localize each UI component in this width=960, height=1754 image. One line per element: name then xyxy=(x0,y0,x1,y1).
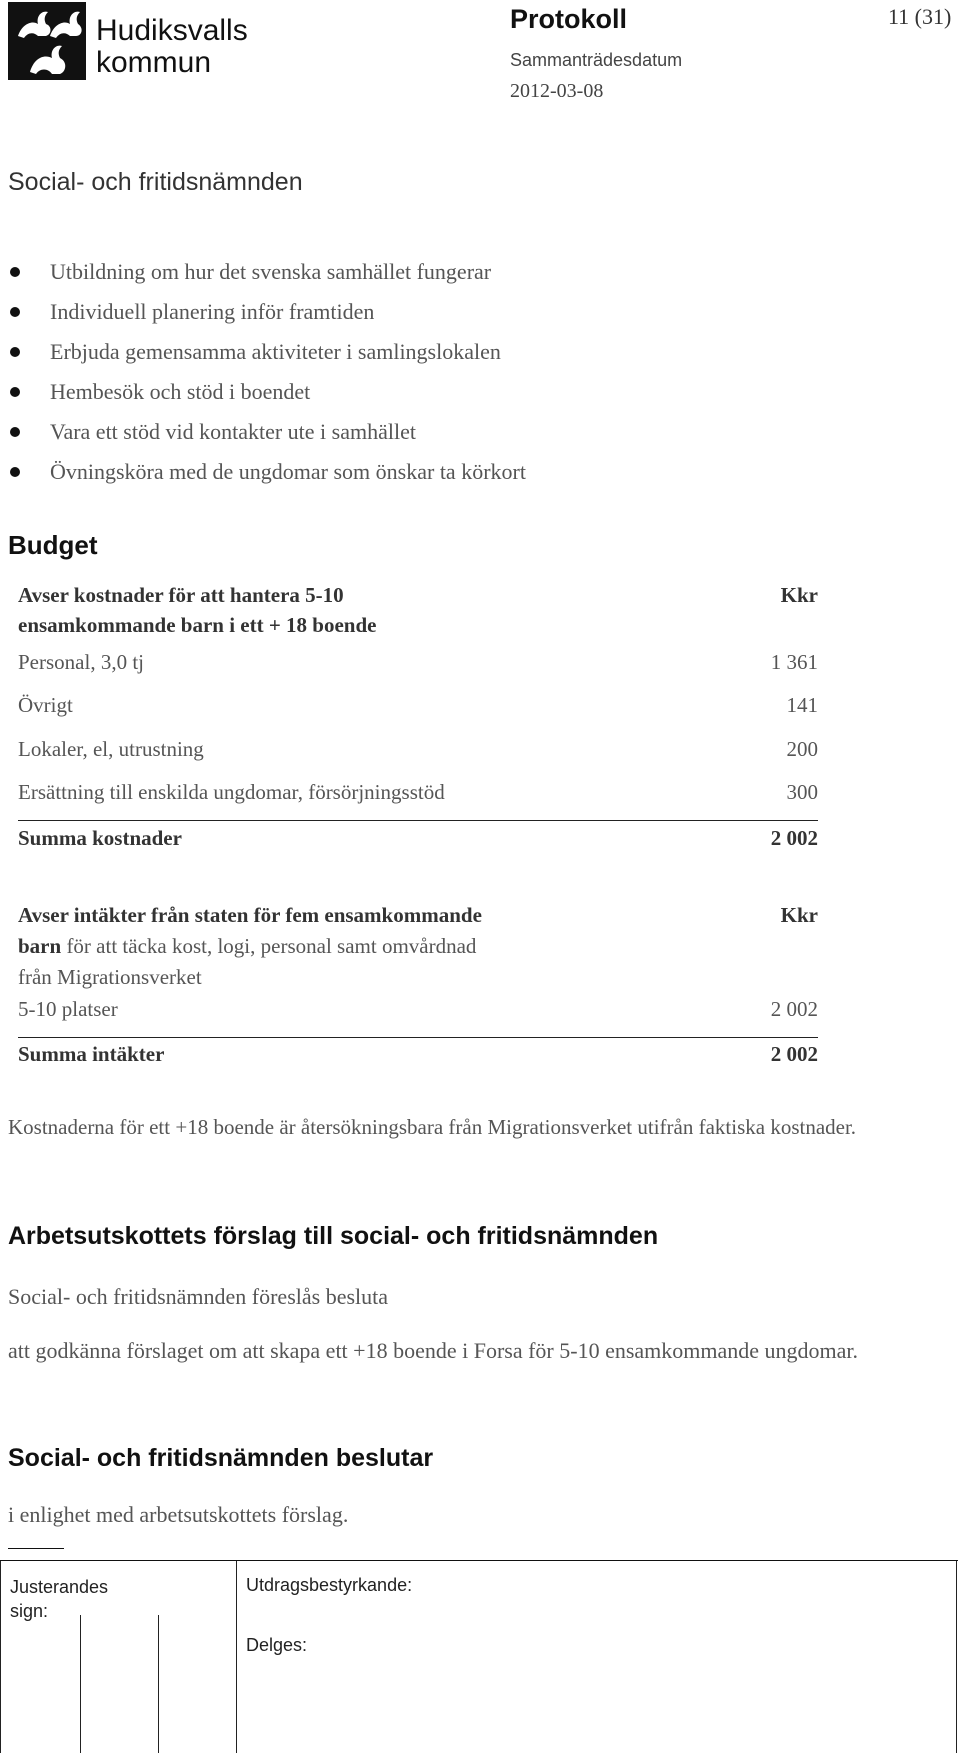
list-item: Utbildning om hur det svenska samhället fungerar xyxy=(8,252,908,292)
costs-header xyxy=(18,580,818,650)
budget-heading: Budget xyxy=(8,530,98,560)
meeting-date-label: Sammanträdesdatum xyxy=(510,50,683,70)
cost-label: Personal, 3,0 tj xyxy=(18,650,144,674)
proposal-text: att godkänna förslaget om att skapa ett +18 boende i Forsa för 5-10 ensamkommande ungdomar. xyxy=(8,1338,859,1363)
list-item: Övningsköra med de ungdomar som önskar ta körkort xyxy=(8,452,908,492)
cost-label: Övrigt xyxy=(18,693,73,717)
issued-to-label: Delges: xyxy=(246,1635,308,1655)
income-value: 2 002 xyxy=(770,997,818,1021)
cost-label: Ersättning till enskilda ungdomar, försörjningsstöd xyxy=(18,780,445,804)
decision-heading: Social- och fritidsnämnden beslutar xyxy=(8,1444,434,1472)
income-header-barn: barn xyxy=(18,934,62,958)
divider xyxy=(18,820,818,821)
meeting-date: 2012-03-08 xyxy=(510,80,604,102)
costs-unit: Kkr xyxy=(780,583,818,607)
income-header xyxy=(18,900,818,1000)
cost-total-row xyxy=(18,826,818,856)
divider xyxy=(80,1615,81,1753)
committee-title: Social- och fritidsnämnden xyxy=(8,168,303,196)
divider xyxy=(956,1561,957,1753)
document-type: Protokoll xyxy=(510,4,628,34)
sign-label: Justerandes sign: xyxy=(10,1577,109,1621)
logo-text-kommun: kommun xyxy=(96,46,212,79)
divider xyxy=(0,1561,1,1753)
table-row xyxy=(18,650,818,680)
table-row xyxy=(18,780,818,810)
extract-certified-label: Utdragsbestyrkande: xyxy=(246,1575,413,1595)
income-label: 5-10 platser xyxy=(18,997,118,1021)
footer-short-rule xyxy=(8,1548,64,1549)
divider xyxy=(18,1037,818,1038)
proposal-intro: Social- och fritidsnämnden föreslås besluta xyxy=(8,1284,389,1309)
summary-paragraph: Kostnaderna för ett +18 boende är återsökningsbara från Migrationsverket utifrån faktiska kostnader. xyxy=(8,1115,857,1139)
divider xyxy=(236,1561,237,1753)
list-item: Vara ett stöd vid kontakter ute i samhället xyxy=(8,412,908,452)
list-item: Erbjuda gemensamma aktiviteter i samlingslokalen xyxy=(8,332,908,372)
costs-header-line2: ensamkommande barn i ett + 18 boende xyxy=(18,613,377,637)
table-row xyxy=(18,737,818,767)
list-item: Individuell planering inför framtiden xyxy=(8,292,908,332)
cost-value: 200 xyxy=(786,737,818,761)
cost-value: 1 361 xyxy=(770,650,818,674)
decision-text: i enlighet med arbetsutskottets förslag. xyxy=(8,1502,349,1527)
logo-text-hudiksvalls: Hudiksvalls xyxy=(96,14,248,47)
list-item: Hembesök och stöd i boendet xyxy=(8,372,908,412)
income-total-row xyxy=(18,1042,818,1072)
cost-value: 141 xyxy=(786,693,818,717)
income-total-label: Summa intäkter xyxy=(18,1042,165,1066)
income-header-line3: från Migrationsverket xyxy=(18,965,202,989)
cost-total-label: Summa kostnader xyxy=(18,826,182,850)
cost-value: 300 xyxy=(786,780,818,804)
municipality-logo xyxy=(8,2,248,80)
goat-emblem-icon xyxy=(8,2,86,80)
table-row xyxy=(18,693,818,723)
signature-footer xyxy=(0,1560,958,1753)
divider xyxy=(158,1615,159,1753)
proposal-heading: Arbetsutskottets förslag till social- och fritidsnämnden xyxy=(8,1222,659,1250)
income-total-value: 2 002 xyxy=(770,1042,818,1066)
page-number: 11 (31) xyxy=(888,4,952,29)
income-unit: Kkr xyxy=(780,903,818,927)
costs-header-line1: Avser kostnader för att hantera 5-10 xyxy=(18,583,344,607)
cost-total-value: 2 002 xyxy=(770,826,818,850)
table-row xyxy=(18,997,818,1027)
activity-bullet-list xyxy=(8,252,908,492)
income-header-line2: för att täcka kost, logi, personal samt omvårdnad xyxy=(61,934,477,958)
cost-label: Lokaler, el, utrustning xyxy=(18,737,204,761)
income-header-line1: Avser intäkter från staten för fem ensamkommande xyxy=(18,903,482,927)
